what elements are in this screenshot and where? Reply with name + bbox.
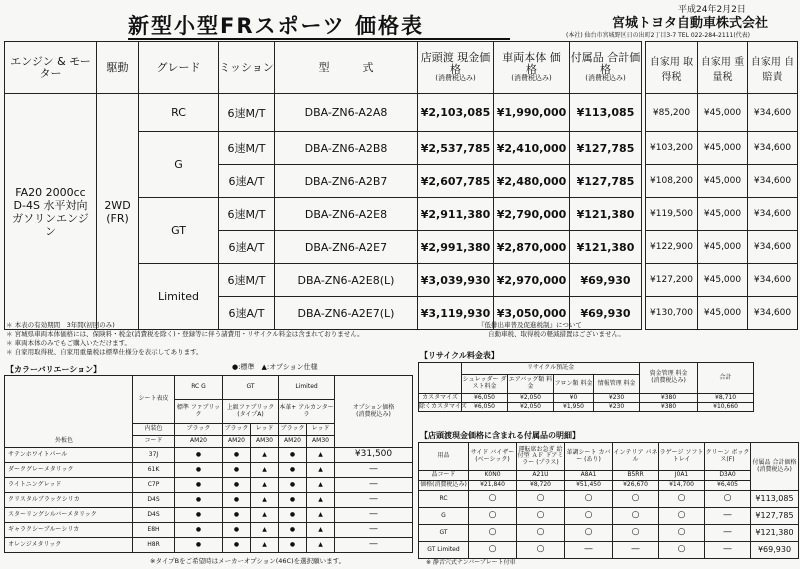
header-model: 型 式 (275, 42, 418, 94)
availability-mark: ● (223, 508, 251, 523)
engine-cell: FA20 2000cc D-4S 水平対向 ガソリンエンジン (5, 94, 97, 330)
store-price-cell: ¥2,991,380 (418, 231, 494, 264)
tax-acq-cell: ¥85,200 (646, 94, 698, 132)
recycle-value: ¥6,050 (462, 403, 508, 412)
store-price-cell: ¥2,537,785 (418, 132, 494, 165)
model-cell: DBA-ZN6-A2A8 (275, 94, 418, 132)
included-mark: — (613, 542, 659, 559)
included-mark: ○ (469, 542, 517, 559)
price-table (4, 41, 642, 330)
seat-type: 上級ファブリック (タイプA) (223, 400, 279, 424)
body-price-cell: ¥2,870,000 (494, 231, 570, 264)
color-footnote: ※タイプBをご希望時はメーカーオプション(46C)を選択願います。 (150, 557, 346, 565)
color-row (5, 463, 413, 478)
included-mark: — (565, 542, 613, 559)
exterior-name: スターリングシルバーメタリック (5, 508, 133, 523)
availability-mark: ● (279, 538, 307, 553)
color-row (5, 493, 413, 508)
accessory-name: 運転席お急ぎ 給付型 ＡＦ ドアミラー (プラス) (517, 443, 565, 471)
exterior-name: サテンホワイトパール (5, 448, 133, 463)
tax-row (646, 94, 798, 132)
color-row (5, 478, 413, 493)
accessory-code: A8A1 (565, 471, 613, 481)
included-mark: ○ (517, 542, 565, 559)
availability-mark: ● (175, 493, 223, 508)
store-price-cell: ¥3,119,930 (418, 297, 494, 330)
model-cell: DBA-ZN6-A2B7 (275, 165, 418, 198)
acc-price-cell: ¥121,380 (570, 231, 642, 264)
included-mark: ○ (613, 491, 659, 508)
availability-mark: ▲ (307, 508, 335, 523)
availability-mark: ● (175, 478, 223, 493)
header-body-price (494, 42, 570, 94)
availability-mark: ▲ (307, 493, 335, 508)
tax-table (645, 41, 798, 330)
model-cell: DBA-ZN6-A2E7 (275, 231, 418, 264)
notes-left (6, 321, 364, 357)
tax-acq-cell: ¥127,200 (646, 264, 698, 297)
accessory-code: K0N0 (469, 471, 517, 481)
recycle-value: ¥8,710 (698, 394, 754, 403)
accessory-row (419, 491, 799, 508)
insurance-cell: ¥34,600 (748, 231, 798, 264)
color-row (5, 523, 413, 538)
included-mark: ○ (565, 525, 613, 542)
note-item: ＊ 宮城県車両本体価格には、保険料・税金(消費税を除く)・登録等に伴う諸費用・リサイクル料金は含まれておりません。 (6, 330, 364, 338)
header-tax-acquisition: 自家用 取得税 (646, 42, 698, 94)
store-price-cell: ¥2,103,085 (418, 94, 494, 132)
color-blank (5, 376, 133, 436)
interior-color: ブラック (223, 424, 251, 436)
included-mark: ○ (517, 491, 565, 508)
body-price-cell: ¥1,990,000 (494, 94, 570, 132)
included-mark: ○ (705, 491, 751, 508)
exterior-name: ライトニングレッド (5, 478, 133, 493)
recycle-row (419, 403, 754, 412)
availability-mark: ● (279, 478, 307, 493)
availability-mark: ▲ (251, 448, 279, 463)
availability-mark: ● (175, 463, 223, 478)
model-cell: DBA-ZN6-A2B8 (275, 132, 418, 165)
title-underline (128, 38, 510, 40)
header-drive: 駆動 (97, 42, 139, 94)
availability-mark: ● (175, 523, 223, 538)
availability-mark: ● (279, 508, 307, 523)
option-price: — (335, 478, 413, 493)
grade-label: GT Limited (419, 542, 469, 559)
drive-cell: 2WD (FR) (97, 94, 139, 330)
insurance-cell: ¥34,600 (748, 264, 798, 297)
accessory-row (419, 525, 799, 542)
group-rc-g: RC G (175, 376, 223, 400)
interior-code: AM30 (307, 436, 335, 448)
company-address: (本社) 仙台市宮城野区日の出町2丁目3-7 TEL 022-284-2111(代表) (566, 32, 751, 39)
exterior-code: 61K (133, 463, 175, 478)
recycle-row-label: 除くカスタマイズ (419, 402, 467, 410)
accessory-name: インテリア パネル (613, 443, 659, 471)
included-mark: ○ (517, 508, 565, 525)
note-text: 『低排出車普及促進税制』について (478, 321, 582, 329)
mission-cell: 6速M/T (219, 94, 275, 132)
issue-date: 平成24年2月2日 (678, 5, 746, 15)
model-cell: DBA-ZN6-A2E8(L) (275, 264, 418, 297)
availability-mark: ● (223, 478, 251, 493)
included-mark: ○ (517, 525, 565, 542)
accessory-total: ¥127,785 (751, 508, 799, 525)
included-mark: ○ (565, 491, 613, 508)
tax-acq-cell: ¥119,500 (646, 198, 698, 231)
availability-mark: ● (175, 448, 223, 463)
availability-mark: ● (223, 523, 251, 538)
recycle-value: ¥10,660 (698, 403, 754, 412)
accessory-name: サイド バイザー (ベーシック) (469, 443, 517, 471)
option-price: — (335, 523, 413, 538)
exterior-code: E8H (133, 523, 175, 538)
model-cell: DBA-ZN6-A2E7(L) (275, 297, 418, 330)
included-mark: ○ (659, 491, 705, 508)
availability-mark: ▲ (251, 523, 279, 538)
body-price-cell: ¥2,480,000 (494, 165, 570, 198)
header-acc-price (570, 42, 642, 94)
accessory-code: B5RR (613, 471, 659, 481)
accessory-price: ¥21,840 (469, 481, 517, 491)
included-mark: ○ (659, 525, 705, 542)
recycle-value: ¥230 (594, 394, 640, 403)
model-cell: DBA-ZN6-A2E8 (275, 198, 418, 231)
tax-row (646, 165, 798, 198)
header-store-price (418, 42, 494, 94)
acc-price-cell: ¥127,785 (570, 165, 642, 198)
mission-cell: 6速M/T (219, 132, 275, 165)
availability-mark: ▲ (307, 463, 335, 478)
recycle-col-header: シュレッダー ダスト料金 (462, 375, 508, 394)
exterior-label: 外板色 (5, 436, 133, 448)
availability-mark: ● (223, 493, 251, 508)
availability-mark: ▲ (251, 493, 279, 508)
company-name: 宮城トヨタ自動車株式会社 (612, 16, 769, 31)
recycle-fund-sub: (消費税込み) (651, 377, 686, 384)
accessory-code: D3A0 (705, 471, 751, 481)
body-price-cell: ¥3,050,000 (494, 297, 570, 330)
interior-color: ブラック (279, 424, 307, 436)
mission-cell: 6速A/T (219, 297, 275, 330)
price-label: 価格(消費税込み) (419, 481, 469, 491)
availability-mark: ● (223, 448, 251, 463)
option-price: — (335, 493, 413, 508)
availability-mark: ▲ (251, 478, 279, 493)
tax-acq-cell: ¥122,900 (646, 231, 698, 264)
option-price-sub: (消費税込み) (356, 410, 391, 418)
option-price: — (335, 508, 413, 523)
interior-label: 内装色 (133, 424, 175, 436)
option-price: ¥31,500 (335, 448, 413, 463)
accessory-total-label: 付属品 合計価格 (752, 458, 797, 466)
accessories-footnote: ※ 静音穴式ナンバープレート付車 (426, 559, 516, 566)
header-grade: グレード (139, 42, 219, 94)
included-mark: ○ (469, 508, 517, 525)
option-price: — (335, 463, 413, 478)
note-item: ＊ 自家用取得税、自家用重量税は標準仕様分を表示してあります。 (6, 348, 203, 356)
availability-mark: ● (279, 493, 307, 508)
tax-weight-cell: ¥45,000 (698, 132, 748, 165)
header-insurance: 自家用 自賠責 (748, 42, 798, 94)
group-limited: Limited (279, 376, 335, 400)
recycle-value: ¥1,950 (554, 403, 594, 412)
recycle-fund-label: 資金管理 料金 (649, 370, 688, 378)
included-mark: ○ (469, 491, 517, 508)
recycle-value: ¥380 (640, 403, 698, 412)
recycle-value: ¥0 (554, 394, 594, 403)
header-body-price-sub: (消費税込み) (511, 74, 552, 83)
table-row (5, 94, 642, 132)
insurance-cell: ¥34,600 (748, 94, 798, 132)
accessories-section-title: 【店頭渡現金価格に含まれる付属品の明細】 (420, 431, 580, 440)
seat-label: シート表皮 (133, 376, 175, 424)
accessory-name: クリーン ボックス(F) (705, 443, 751, 471)
tax-row (646, 231, 798, 264)
grade-label: RC (419, 491, 469, 508)
availability-mark: ▲ (251, 538, 279, 553)
availability-mark: ● (175, 508, 223, 523)
header-tax-weight: 自家用 重量税 (698, 42, 748, 94)
interior-color: ブラック (175, 424, 223, 436)
grade-cell: GT (139, 198, 219, 264)
acc-price-cell: ¥69,930 (570, 297, 642, 330)
tax-row (646, 264, 798, 297)
color-row (5, 508, 413, 523)
availability-mark: ● (279, 448, 307, 463)
accessory-total: ¥121,380 (751, 525, 799, 542)
mission-cell: 6速A/T (219, 231, 275, 264)
accessory-code: J0A1 (659, 471, 705, 481)
included-mark: ○ (613, 525, 659, 542)
page-title: 新型小型FRスポーツ 価格表 (128, 14, 424, 38)
tax-weight-cell: ¥45,000 (698, 297, 748, 330)
notes-right (478, 321, 625, 339)
item-label: 用品 (419, 443, 469, 471)
store-price-cell: ¥2,911,380 (418, 198, 494, 231)
included-mark: ○ (469, 525, 517, 542)
accessory-total-sub: (消費税込み) (757, 465, 792, 473)
accessory-name: ラゲージ ソフトトレイ (659, 443, 705, 471)
accessory-price: ¥51,450 (565, 481, 613, 491)
accessory-price: ¥8,720 (517, 481, 565, 491)
tax-weight-cell: ¥45,000 (698, 231, 748, 264)
recycle-value: ¥6,050 (462, 394, 508, 403)
recycle-table (418, 362, 754, 412)
exterior-name: ギャラクシーブルーシリカ (5, 523, 133, 538)
accessory-total-header (751, 443, 799, 491)
availability-mark: ● (223, 538, 251, 553)
option-price: — (335, 538, 413, 553)
accessories-table (418, 442, 799, 559)
grade-label: GT (419, 525, 469, 542)
header-store-price-sub: (消費税込み) (435, 74, 476, 83)
code-label: 品コード (419, 471, 469, 481)
body-price-cell: ¥2,790,000 (494, 198, 570, 231)
interior-color: レッド (251, 424, 279, 436)
recycle-total-header: 合計 (698, 363, 754, 394)
recycle-row (419, 394, 754, 403)
note-text: 自動車税、取得税の軽減措置はございません。 (488, 330, 625, 338)
color-table (4, 375, 413, 553)
availability-mark: ▲ (251, 463, 279, 478)
seat-type: 標準 ファブリック (175, 400, 223, 424)
color-row (5, 448, 413, 463)
included-mark: — (705, 508, 751, 525)
recycle-row-label: カスタマイズ (419, 394, 462, 403)
exterior-code: H8R (133, 538, 175, 553)
accessory-price: ¥6,405 (705, 481, 751, 491)
mission-cell: 6速M/T (219, 198, 275, 231)
tax-weight-cell: ¥45,000 (698, 264, 748, 297)
recycle-value: ¥230 (594, 403, 640, 412)
acc-price-cell: ¥127,785 (570, 132, 642, 165)
availability-mark: ▲ (307, 538, 335, 553)
accessory-code: A21U (517, 471, 565, 481)
code-label: コード (133, 436, 175, 448)
grade-label: G (419, 508, 469, 525)
exterior-name: クリスタルブラックシリカ (5, 493, 133, 508)
availability-mark: ● (279, 463, 307, 478)
exterior-name: ダークグレーメタリック (5, 463, 133, 478)
color-section-title: 【カラーバリエーション】 (6, 365, 102, 374)
body-price-cell: ¥2,410,000 (494, 132, 570, 165)
tax-weight-cell: ¥45,000 (698, 165, 748, 198)
included-mark: — (705, 542, 751, 559)
note-item: ＊ 車両本体のみでもご購入いただけます。 (6, 339, 132, 347)
note-text: 宮城県車両本体価格には、保険料・税金(消費税を除く)・登録等に伴う諸費用・リサイクル料金は含まれておりません。 (14, 330, 364, 338)
recycle-col-header: フロン類 料金 (554, 375, 594, 394)
insurance-cell: ¥34,600 (748, 165, 798, 198)
recycle-section-title: 【リサイクル料金表】 (420, 351, 499, 360)
mission-cell: 6速A/T (219, 165, 275, 198)
interior-code: AM20 (175, 436, 223, 448)
accessory-name: 革調シート カバー (あり) (565, 443, 613, 471)
tax-acq-cell: ¥130,700 (646, 297, 698, 330)
mission-cell: 6速M/T (219, 264, 275, 297)
tax-acq-cell: ¥108,200 (646, 165, 698, 198)
note-text: 本表の有効期間 3年間(初回のみ) (14, 321, 115, 329)
recycle-fund-header (640, 363, 698, 394)
included-mark: ○ (659, 542, 705, 559)
color-legend: ●:標準 ▲:オプション仕様 (232, 363, 318, 371)
included-mark: ○ (613, 508, 659, 525)
accessory-row (419, 508, 799, 525)
insurance-cell: ¥34,600 (748, 132, 798, 165)
availability-mark: ● (175, 538, 223, 553)
accessory-total: ¥113,085 (751, 491, 799, 508)
included-mark: — (705, 525, 751, 542)
interior-code: AM30 (251, 436, 279, 448)
store-price-cell: ¥2,607,785 (418, 165, 494, 198)
tax-row (646, 198, 798, 231)
accessory-price: ¥14,700 (659, 481, 705, 491)
tax-row (646, 132, 798, 165)
recycle-col-header: 情報管理 料金 (594, 375, 640, 394)
body-price-cell: ¥2,970,000 (494, 264, 570, 297)
acc-price-cell: ¥121,380 (570, 198, 642, 231)
seat-type: 本革+ アルカンターラ (279, 400, 335, 424)
exterior-code: 37J (133, 448, 175, 463)
tax-row (646, 297, 798, 330)
note-text: 自家用取得税、自家用重量税は標準仕様分を表示してあります。 (14, 348, 203, 356)
recycle-value: ¥2,050 (508, 394, 554, 403)
header-engine: エンジン & モーター (5, 42, 97, 94)
acc-price-cell: ¥113,085 (570, 94, 642, 132)
grade-cell: G (139, 132, 219, 198)
recycle-group-header: リサイクル預託金 (462, 363, 640, 375)
recycle-col-header: エアバッグ類 料金 (508, 375, 554, 394)
tax-weight-cell: ¥45,000 (698, 94, 748, 132)
availability-mark: ▲ (307, 478, 335, 493)
interior-code: AM20 (223, 436, 251, 448)
availability-mark: ● (279, 523, 307, 538)
insurance-cell: ¥34,600 (748, 198, 798, 231)
interior-color: レッド (307, 424, 335, 436)
availability-mark: ▲ (307, 448, 335, 463)
exterior-code: D4S (133, 508, 175, 523)
header-store-price-label: 店頭渡 現金価格 (420, 51, 491, 76)
tax-weight-cell: ¥45,000 (698, 198, 748, 231)
availability-mark: ▲ (307, 523, 335, 538)
store-price-cell: ¥3,039,930 (418, 264, 494, 297)
exterior-name: オレンジメタリック (5, 538, 133, 553)
note-text: 車両本体のみでもご購入いただけます。 (14, 339, 132, 347)
grade-cell: Limited (139, 264, 219, 330)
grade-cell: RC (139, 94, 219, 132)
recycle-value: ¥380 (640, 394, 698, 403)
availability-mark: ▲ (251, 508, 279, 523)
header-body-price-label: 車両本体 価 格 (502, 51, 572, 76)
interior-code: AM20 (279, 436, 307, 448)
tax-acq-cell: ¥103,200 (646, 132, 698, 165)
exterior-code: D4S (133, 493, 175, 508)
included-mark: ○ (565, 508, 613, 525)
group-gt: GT (223, 376, 279, 400)
accessory-total: ¥69,930 (751, 542, 799, 559)
header-mission: ミッション (219, 42, 275, 94)
accessory-row (419, 542, 799, 559)
availability-mark: ● (223, 463, 251, 478)
header-acc-price-sub: (消費税込み) (585, 74, 626, 83)
exterior-code: C7P (133, 478, 175, 493)
option-price-header (335, 376, 413, 448)
acc-price-cell: ¥69,930 (570, 264, 642, 297)
note-item: ＊ 本表の有効期間 3年間(初回のみ) (6, 321, 115, 329)
insurance-cell: ¥34,600 (748, 297, 798, 330)
accessory-price: ¥26,670 (613, 481, 659, 491)
recycle-value: ¥2,050 (508, 403, 554, 412)
color-row (5, 538, 413, 553)
option-price-label: オプション価格 (352, 403, 395, 411)
header-acc-price-label: 付属品 合計価格 (570, 51, 641, 76)
recycle-blank (419, 363, 462, 394)
included-mark: ○ (659, 508, 705, 525)
